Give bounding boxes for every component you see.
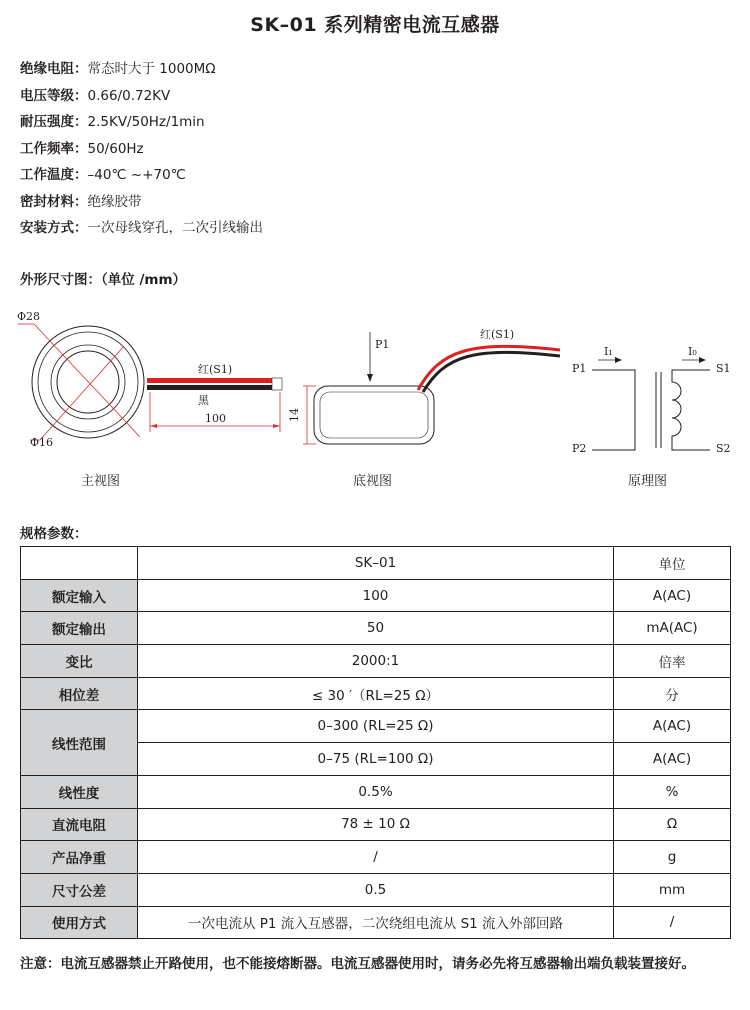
- spec-list: [20, 56, 263, 242]
- row-label: 产品净重: [21, 841, 138, 874]
- i2-arrow-head: [699, 357, 706, 363]
- table-row: [21, 775, 731, 808]
- header-model: SK–01: [138, 547, 614, 580]
- red-wire: [147, 378, 273, 383]
- arrow-head: [273, 424, 280, 428]
- row-value: 0–75 (RL=100 Ω): [138, 743, 614, 776]
- i2-label: I₀: [688, 345, 697, 358]
- schematic-s1-label: S1: [716, 362, 731, 375]
- spec-label: 绝缘电阻：: [20, 61, 88, 77]
- spec-value: 常态时大于 1000MΩ: [87, 61, 216, 77]
- schematic-p2-label: P2: [572, 442, 587, 455]
- arrow-head: [150, 424, 157, 428]
- row-label: 线性度: [21, 775, 138, 808]
- row-unit: A(AC): [614, 579, 731, 612]
- page-title: SK–01 系列精密电流互感器: [250, 14, 500, 36]
- height-label: 14: [288, 408, 301, 422]
- row-unit: %: [614, 775, 731, 808]
- table-row: [21, 645, 731, 678]
- table-header-row: [21, 547, 731, 580]
- spec-value: –40℃ ~+70℃: [87, 167, 186, 183]
- spec-row: [20, 109, 263, 136]
- dimension-drawings: [0, 300, 750, 465]
- outer-diameter-label: Φ28: [17, 310, 41, 323]
- row-value: /: [138, 841, 614, 874]
- header-empty-cell: [21, 547, 138, 580]
- p1-arrow-head: [367, 374, 373, 382]
- row-unit: mm: [614, 873, 731, 906]
- row-unit: A(AC): [614, 743, 731, 776]
- spec-value: 0.66/0.72KV: [87, 87, 171, 104]
- bottom-red-wire-label: 红(S1): [480, 328, 515, 341]
- i1-label: I₁: [604, 345, 613, 358]
- row-label: 额定输出: [21, 612, 138, 645]
- row-value: 0.5%: [138, 775, 614, 808]
- row-unit: mA(AC): [614, 612, 731, 645]
- table-row: [21, 612, 731, 645]
- wire-tip: [272, 378, 282, 390]
- header-unit: 单位: [614, 547, 731, 580]
- row-unit: Ω: [614, 808, 731, 841]
- schematic-s2-label: S2: [716, 442, 731, 455]
- core-body: [314, 386, 434, 444]
- diameter-line-outer: [34, 324, 140, 437]
- spec-label: 电压等级：: [20, 87, 88, 104]
- spec-label: 耐压强度：: [20, 114, 88, 130]
- row-unit: 倍率: [614, 645, 731, 678]
- warning-note: 注意：电流互感器禁止开路使用，也不能接熔断器。电流互感器使用时，请务必先将互感器输出端负载装置接好。: [20, 956, 695, 972]
- row-label: 使用方式: [21, 906, 138, 939]
- row-value: 50: [138, 612, 614, 645]
- row-value: ≤ 30 ′（RL=25 Ω）: [138, 677, 614, 710]
- dimension-heading: 外形尺寸图：（单位 /mm）: [20, 272, 187, 288]
- row-value: 0–300 (RL=25 Ω): [138, 710, 614, 743]
- row-value: 2000:1: [138, 645, 614, 678]
- bottom-view-caption: 底视图: [353, 474, 393, 489]
- spec-label: 工作温度：: [20, 167, 88, 183]
- spec-row: [20, 83, 263, 110]
- spec-row: [20, 215, 263, 242]
- table-heading: 规格参数：: [20, 526, 88, 542]
- spec-row: [20, 56, 263, 83]
- row-label: 相位差: [21, 677, 138, 710]
- spec-value: 2.5KV/50Hz/1min: [87, 114, 205, 130]
- bottom-view-drawing: [288, 328, 560, 444]
- table-row: [21, 873, 731, 906]
- red-wire-label: 红(S1): [198, 363, 233, 376]
- table-row: [21, 841, 731, 874]
- spec-label: 工作频率：: [20, 140, 88, 157]
- primary-winding: [592, 370, 635, 450]
- spec-value: 一次母线穿孔，二次引线输出: [87, 220, 263, 236]
- core-body-inner: [320, 392, 428, 438]
- table-row: [21, 808, 731, 841]
- row-value: 78 ± 10 Ω: [138, 808, 614, 841]
- bottom-black-wire: [423, 352, 560, 392]
- spec-label: 安装方式：: [20, 220, 88, 236]
- row-label: 额定输入: [21, 579, 138, 612]
- row-label: 直流电阻: [21, 808, 138, 841]
- spec-row: [20, 136, 263, 163]
- table-row: [21, 579, 731, 612]
- row-label: 线性范围: [21, 710, 138, 775]
- black-wire: [147, 385, 273, 390]
- spec-table: [20, 546, 731, 939]
- row-unit: 分: [614, 677, 731, 710]
- table-row: [21, 710, 731, 743]
- bottom-p1-label: P1: [375, 338, 390, 351]
- secondary-coil: [672, 370, 710, 450]
- i1-arrow-head: [615, 357, 622, 363]
- schematic-caption: 原理图: [628, 474, 668, 489]
- inner-diameter-label: Φ16: [30, 436, 54, 449]
- row-value: 一次电流从 P1 流入互感器，二次绕组电流从 S1 流入外部回路: [138, 906, 614, 939]
- row-value: 0.5: [138, 873, 614, 906]
- row-label: 变比: [21, 645, 138, 678]
- spec-value: 绝缘胶带: [87, 193, 142, 210]
- schematic-drawing: [572, 345, 731, 455]
- black-wire-label: 黑: [198, 394, 209, 407]
- schematic-p1-label: P1: [572, 362, 587, 375]
- table-row: [21, 906, 731, 939]
- spec-row: [20, 162, 263, 189]
- row-value: 100: [138, 579, 614, 612]
- front-view-drawing: [17, 310, 282, 449]
- row-label: 尺寸公差: [21, 873, 138, 906]
- row-unit: /: [614, 906, 731, 939]
- front-view-caption: 主视图: [81, 474, 121, 489]
- spec-row: [20, 189, 263, 216]
- table-row: [21, 677, 731, 710]
- row-unit: A(AC): [614, 710, 731, 743]
- row-unit: g: [614, 841, 731, 874]
- spec-value: 50/60Hz: [87, 140, 144, 157]
- length-label: 100: [205, 412, 226, 425]
- spec-label: 密封材料：: [20, 193, 88, 210]
